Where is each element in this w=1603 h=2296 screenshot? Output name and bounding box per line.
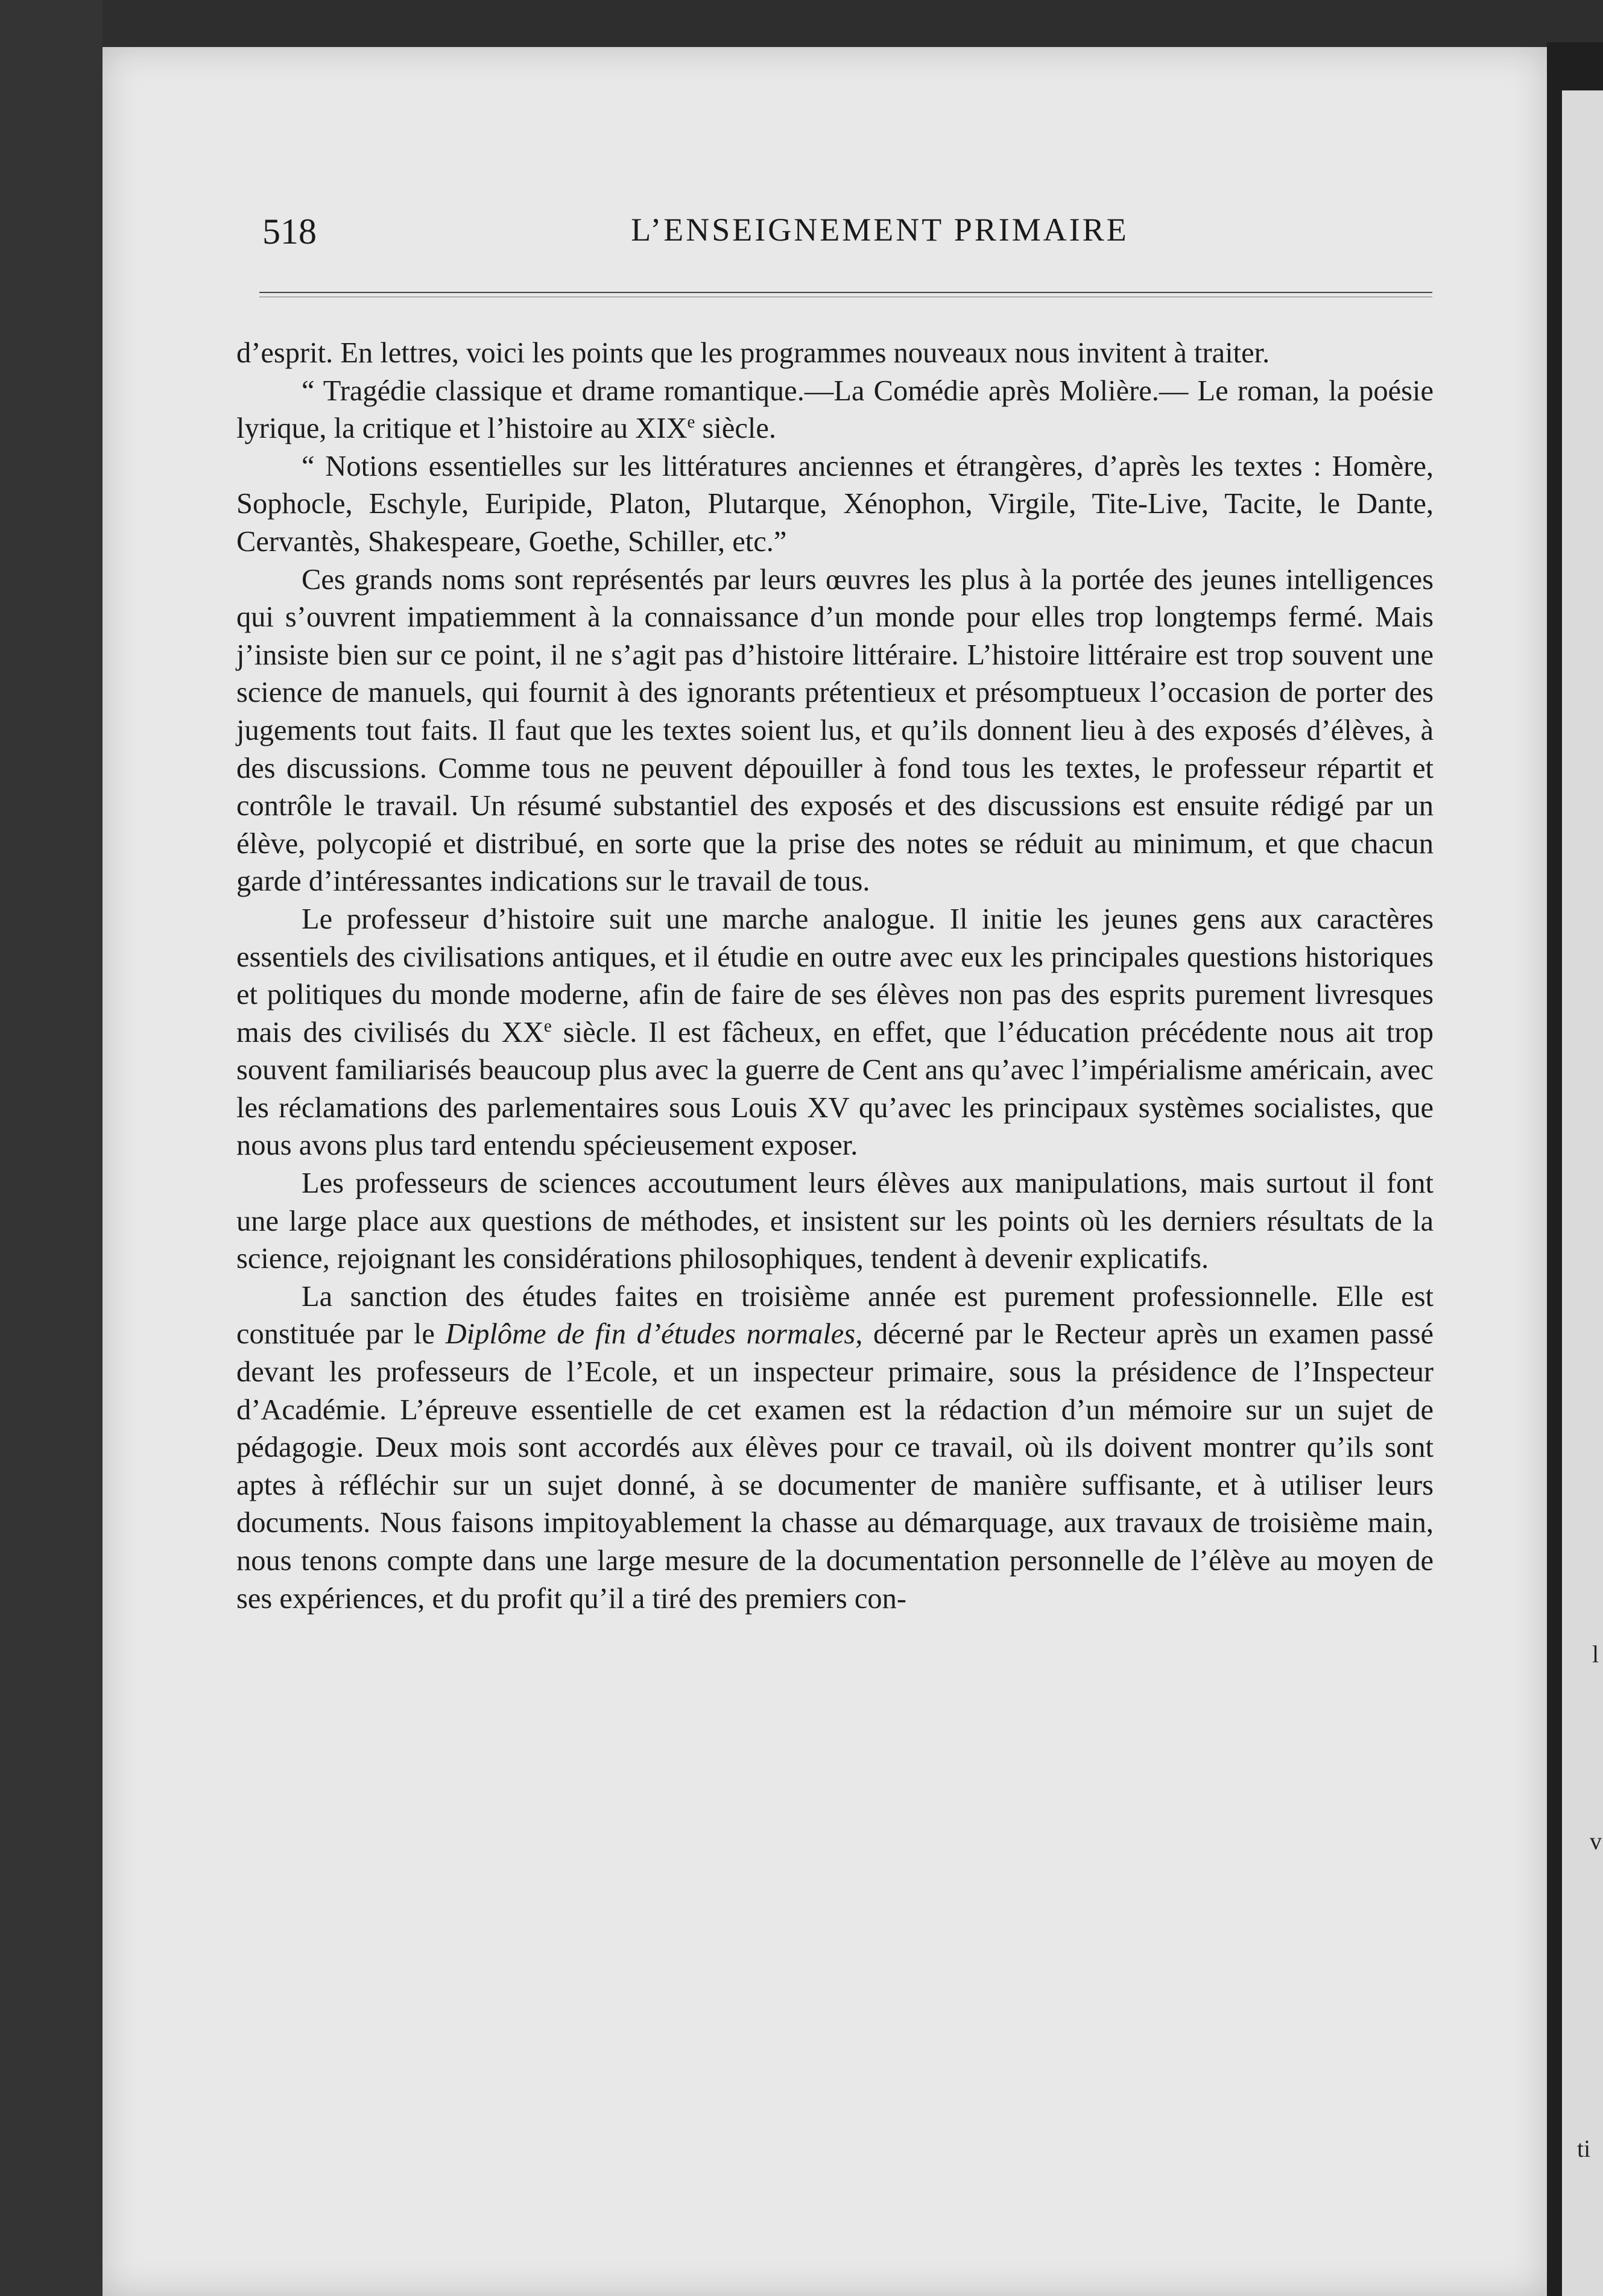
paragraph: La sanction des études faites en troisième année est purement professionnelle. Elle est constituée par le Diplôme de fin d’études normales, décerné par le Recteur après un examen passé devant les professeurs de l’Ecole, et un inspecteur primaire, sous la présidence de l’Inspecteur d’Académie. L’épreuve essentielle de cet examen est la rédaction d’un mémoire sur un sujet de pédagogie. Deux mois sont accordés aux élèves pour ce travail, où ils doivent montrer qu’ils sont aptes à réfléchir sur un sujet donné, à se documenter de manière suffisante, et à utiliser leurs documents. Nous faisons impitoyablement la chasse au démarquage, aux travaux de troisième main, nous tenons compte dans une large mesure de la documentation personnelle de l’élève au moyen de ses expériences, et du profit qu’il a tiré des premiers con- <box>236 1280 1434 1615</box>
paragraph: “ Tragédie classique et drame romantique.—La Comédie après Molière.— Le roman, la poésie lyrique, la critique et l’histoire au XIXe siècle. <box>236 374 1434 445</box>
paragraph: Les professeurs de sciences accoutument leurs élèves aux manipulations, mais surtout il font une large place aux questions de méthodes, et insistent sur les points où les derniers résultats de la science, rejoignant les considérations philosophiques, tendent à devenir explicatifs. <box>236 1167 1434 1275</box>
adjacent-page-edge <box>1562 90 1603 2296</box>
running-title: L’ENSEIGNEMENT PRIMAIRE <box>631 212 1129 248</box>
paragraph: d’esprit. En lettres, voici les points que les programmes nouveaux nous invitent à traiter. <box>236 337 1270 369</box>
page-body <box>236 335 1434 1618</box>
paragraph: “ Notions essentielles sur les littératures anciennes et étrangères, d’après les textes : Homère, Sophocle, Eschyle, Euripide, Platon, Plutarque, Xénophon, Virgile, Tite-Live, Tacite, le Dante, Cervantès, Shakespeare, Goethe, Schiller, etc.” <box>236 450 1434 558</box>
adjacent-page-fragment: ti <box>1577 2135 1591 2162</box>
adjacent-page-fragment: v <box>1590 1828 1602 1855</box>
paragraph: Le professeur d’histoire suit une marche analogue. Il initie les jeunes gens aux caractères essentiels des civilisations antiques, et il étudie en outre avec eux les principales questions historiques et politiques du monde moderne, afin de faire de ses élèves non pas des esprits purement livresques mais des civilisés du XXe siècle. Il est fâcheux, en effet, que l’éducation précédente nous ait trop souvent familiarisés beaucoup plus avec la guerre de Cent ans qu’avec l’impérialisme américain, avec les réclamations des parlementaires sous Louis XV qu’avec les principaux systèmes socialistes, que nous avons plus tard entendu spécieusement exposer. <box>236 903 1434 1162</box>
header-rule <box>259 292 1432 297</box>
scan-border-top <box>0 0 1603 48</box>
adjacent-page-fragment: l <box>1592 1641 1599 1668</box>
paragraph: Ces grands noms sont représentés par leurs œuvres les plus à la portée des jeunes intelligences qui s’ouvrent impatiemment à la connaissance d’un monde pour elles trop longtemps fermé. Mais j’insiste bien sur ce point, il ne s’agit pas d’histoire littéraire. L’histoire littéraire est trop souvent une science de manuels, qui fournit à des ignorants prétentieux et présomptueux l’occasion de porter des jugements tout faits. Il faut que les textes soient lus, et qu’ils donnent lieu à des exposés d’élèves, à des discussions. Comme tous ne peuvent dépouiller à fond tous les textes, le professeur répartit et contrôle le travail. Un résumé substantiel des exposés et des discussions est ensuite rédigé par un élève, polycopié et distribué, en sorte que la prise des notes se réduit au minimum, et que chacun garde d’intéressantes indications sur le travail de tous. <box>236 563 1434 898</box>
page-number: 518 <box>262 212 317 251</box>
diploma-title: Diplôme de fin d’études normales, <box>445 1318 863 1351</box>
scan-border-left <box>0 0 103 2296</box>
